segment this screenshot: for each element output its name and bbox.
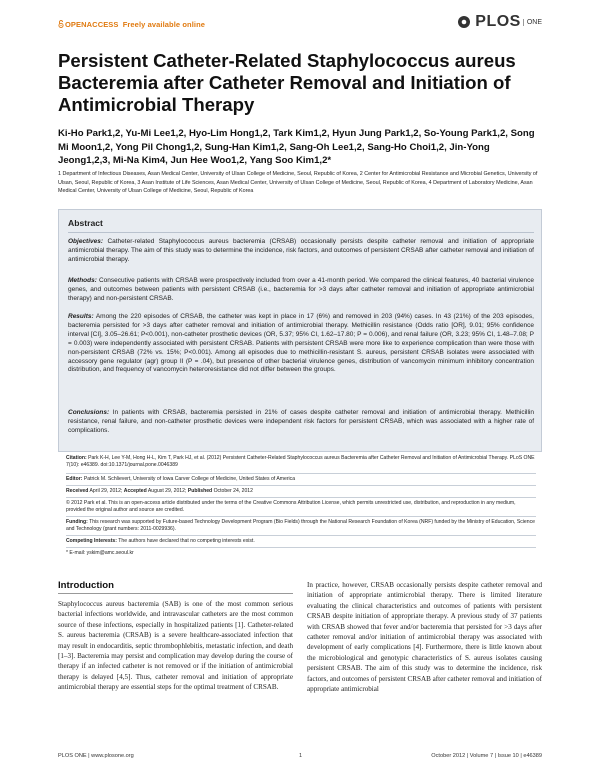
affiliations: 1 Department of Infectious Diseases, Asan Medical Center, University of Ulsan College of Medicine, Seoul, Republic of Korea, 2 Center for Antimicrobial Resistance and Microbial Genetics, University of Ulsan, Seoul, Republic of Korea, 3 Asan Institute of Life Sciences, Asan Medical Center, University of Ulsan College of Medicine, Seoul, Republic of Korea, 4 Department of Laboratory Medicine, Asan Medical Center, University of Ulsan College of Medicine, Seoul, Republic of Korea [58,171,538,195]
received-label: Received [66,488,89,494]
competing-interests-label: Competing Interests: [66,538,117,544]
citation-block [66,455,536,470]
abstract-objectives [68,238,534,265]
abstract-title: Abstract [68,218,103,228]
meta-divider [66,535,536,536]
open-access-label [58,20,205,29]
competing-interests-block [66,538,536,545]
abstract-conclusions [68,409,534,436]
corresponding-email: * E-mail: yskim@amc.seoul.kr [66,550,134,556]
freely-available-label: Freely available online [122,20,206,29]
author-list: Ki-Ho Park1,2, Yu-Mi Lee1,2, Hyo-Lim Hong1,2, Tark Kim1,2, Hyun Jung Park1,2, So-Young Park1,2, Song Mi Moon1,2, Yong Pil Chong1,2, Sung-Han Kim1,2, Sang-Oh Lee1,2, Sang-Ho Choi1,2, Jin-Yong Jeong1,2,3, Mi-Na Kim4, Jun Hee Woo1,2, Yang Soo Kim1,2* [58,128,535,166]
introduction-divider [58,593,293,594]
intro-column-right: In practice, however, CRSAB occasionally persists despite catheter removal and initiation of appropriate antimicrobial therapy. There is limited literature evaluating the clinical characteristics and outcomes of patients with persistent CRSAB despite initiation of appropriate therapy. A previous study of 37 patients with CRSAB showed that fever and/or bacteremia that persisted for >3 days after catheter removal and/or initiation of antimicrobial therapy was associated with development of early complications [4]. Furthermore, there is little known about the microbiological and genotypic characteristics of S. aureus isolates causing persistent CRSAB. The aim of this study was to determine the incidence, risk factors, and outcomes of persistent CRSAB after catheter removal and initiation of appropriate antimicrobial [307,581,542,694]
journal-header [58,13,542,35]
objectives-label: Objectives: [68,238,104,245]
open-label: OPEN [65,20,87,29]
results-label: Results: [68,313,94,320]
received-date: April 29, 2012; [89,488,123,494]
one-wordmark: ONE [523,19,542,26]
accepted-date: August 29, 2012; [147,488,187,494]
dates-block [66,488,536,495]
copyright-block: © 2012 Park et al. This is an open-access article distributed under the terms of the Creative Commons Attribution License, which permits unrestricted use, distribution, and reproduction in any medium, provided the original author and source are credited. [66,500,516,514]
funding-label: Funding: [66,519,88,525]
results-text: Among the 220 episodes of CRSAB, the catheter was kept in place in 17 (6%) and removed in 203 (94%) cases. In 43 (21%) of the 203 episodes, bacteremia persisted for >3 days after catheter removal and initiation of antimicrobial therapy. Methicillin resistance (Odds ratio [OR], 9.01; 95% confidence interval [CI], 3.05–26.61; P<0.001), non-catheter prosthetic devices (OR, 5.37; 95% CI, 1.62–17.80; P = 0.006), and renal failure (OR, 3.23; 95% CI, 1.48–7.08; P = 0.003) were independently associated with persistent CRSAB. Patients with persistent CRSAB were more like to experience complication than were those with non-persistent CRSAB (72% vs. 15%; P<0.001). Among all episodes due to methicillin-resistant S. aureus, persistent CRSAB isolates were associated with accessory gene regulator (agr) group II (P = .04), but presence of other bacterial virulence genes, distribution of vancomycin minimum inhibitory concentration distribution, and frequency of vancomycin heteroresistance did not differ between the groups. [68,313,534,374]
intro-column-left: Staphylococcus aureus bacteremia (SAB) is one of the most common serious bacterial infections worldwide, and intravascular catheters are the most common source of these infections, especially in hospitalized patients [1]. Catheter-related S. aureus bacteremia (CRSAB) is a severe healthcare-associated infection that may result in endocarditis, septic thrombophlebitis, metastatic infection, and death [1–3]. Bacteremia may persist and complication may develop during the course of therapy if an infected catheter is not removed or if the initiation of antimicrobial therapy is delayed [4,5]. Thus, catheter removal and initiation of appropriate antimicrobial therapy are essential steps for the optimal treatment of CRSAB. [58,600,293,692]
access-label: ACCESS [86,20,119,29]
methods-label: Methods: [68,277,97,284]
introduction-heading: Introduction [58,580,114,591]
published-date: October 24, 2012 [213,488,253,494]
footer-issue: October 2012 | Volume 7 | Issue 10 | e46389 [431,753,542,759]
abstract-methods [68,277,534,304]
funding-text: This research was supported by Future-based Technology Development Program (Bio Fields) through the National Research Foundation of Korea (NRF) funded by the Ministry of Education, Science and Technology (grant numbers: 2011-0029936). [66,519,535,533]
editor-block [66,476,536,483]
accepted-label: Accepted [123,488,147,494]
published-label: Published [187,488,213,494]
meta-divider [66,516,536,517]
conclusions-label: Conclusions: [68,409,110,416]
funding-block [66,519,536,534]
plos-wordmark: PLOS [475,13,521,30]
footer-journal: PLOS ONE | www.plosone.org [58,753,134,759]
plos-one-logo [457,13,542,33]
plos-logo-icon [457,15,471,29]
editor-label: Editor: [66,476,83,482]
objectives-text: Catheter-related Staphylococcus aureus bacteremia (CRSAB) occasionally persists despite catheter removal and initiation of appropriate antimicrobial therapy. The aim of this study was to determine the incidence, risk factors, and outcomes of persistent CRSAB after catheter removal and initiation of antimicrobial therapy. [68,238,534,263]
citation-label: Citation: [66,455,87,461]
methods-text: Consecutive patients with CRSAB were prospectively included from over a 41-month period. We compared the clinical features, 40 bacterial virulence genes, and outcomes between patients with persistent CRSAB (i.e., bacteremia for >3 days after catheter removal and initiation of appropriate antimicrobial therapy) and non-persistent CRSAB. [68,277,535,302]
citation-text: Park K-H, Lee Y-M, Hong H-L, Kim T, Park HJ, et al. (2012) Persistent Catheter-Related Staphylococcus aureus Bacteremia after Catheter Removal and Initiation of Antimicrobial Therapy. PLoS ONE 7(10): e46389. doi:10.1371/journal.pone.0046389 [66,455,535,469]
article-title: Persistent Catheter-Related Staphylococcus aureus Bacteremia after Catheter Removal and Initiation of Antimicrobial Therapy [58,50,516,115]
competing-interests-text: The authors have declared that no competing interests exist. [118,538,255,544]
meta-divider [66,497,536,498]
editor-text: Patrick M. Schlievert, University of Iowa Carver College of Medicine, United States of America [83,476,296,482]
open-access-lock-icon [58,20,64,28]
meta-divider [66,485,536,486]
meta-divider [66,473,536,474]
abstract-results [68,313,534,375]
conclusions-text: In patients with CRSAB, bacteremia persisted in 21% of cases despite catheter removal and initiation of antimicrobial therapy. Methicillin resistance, renal failure, and non-catheter prosthetic devices were independent risk factors for persistent CRSAB, which was associated with a higher rate of complications. [68,409,534,434]
meta-divider [66,547,536,548]
page-number: 1 [299,753,303,759]
abstract-divider [68,232,534,233]
